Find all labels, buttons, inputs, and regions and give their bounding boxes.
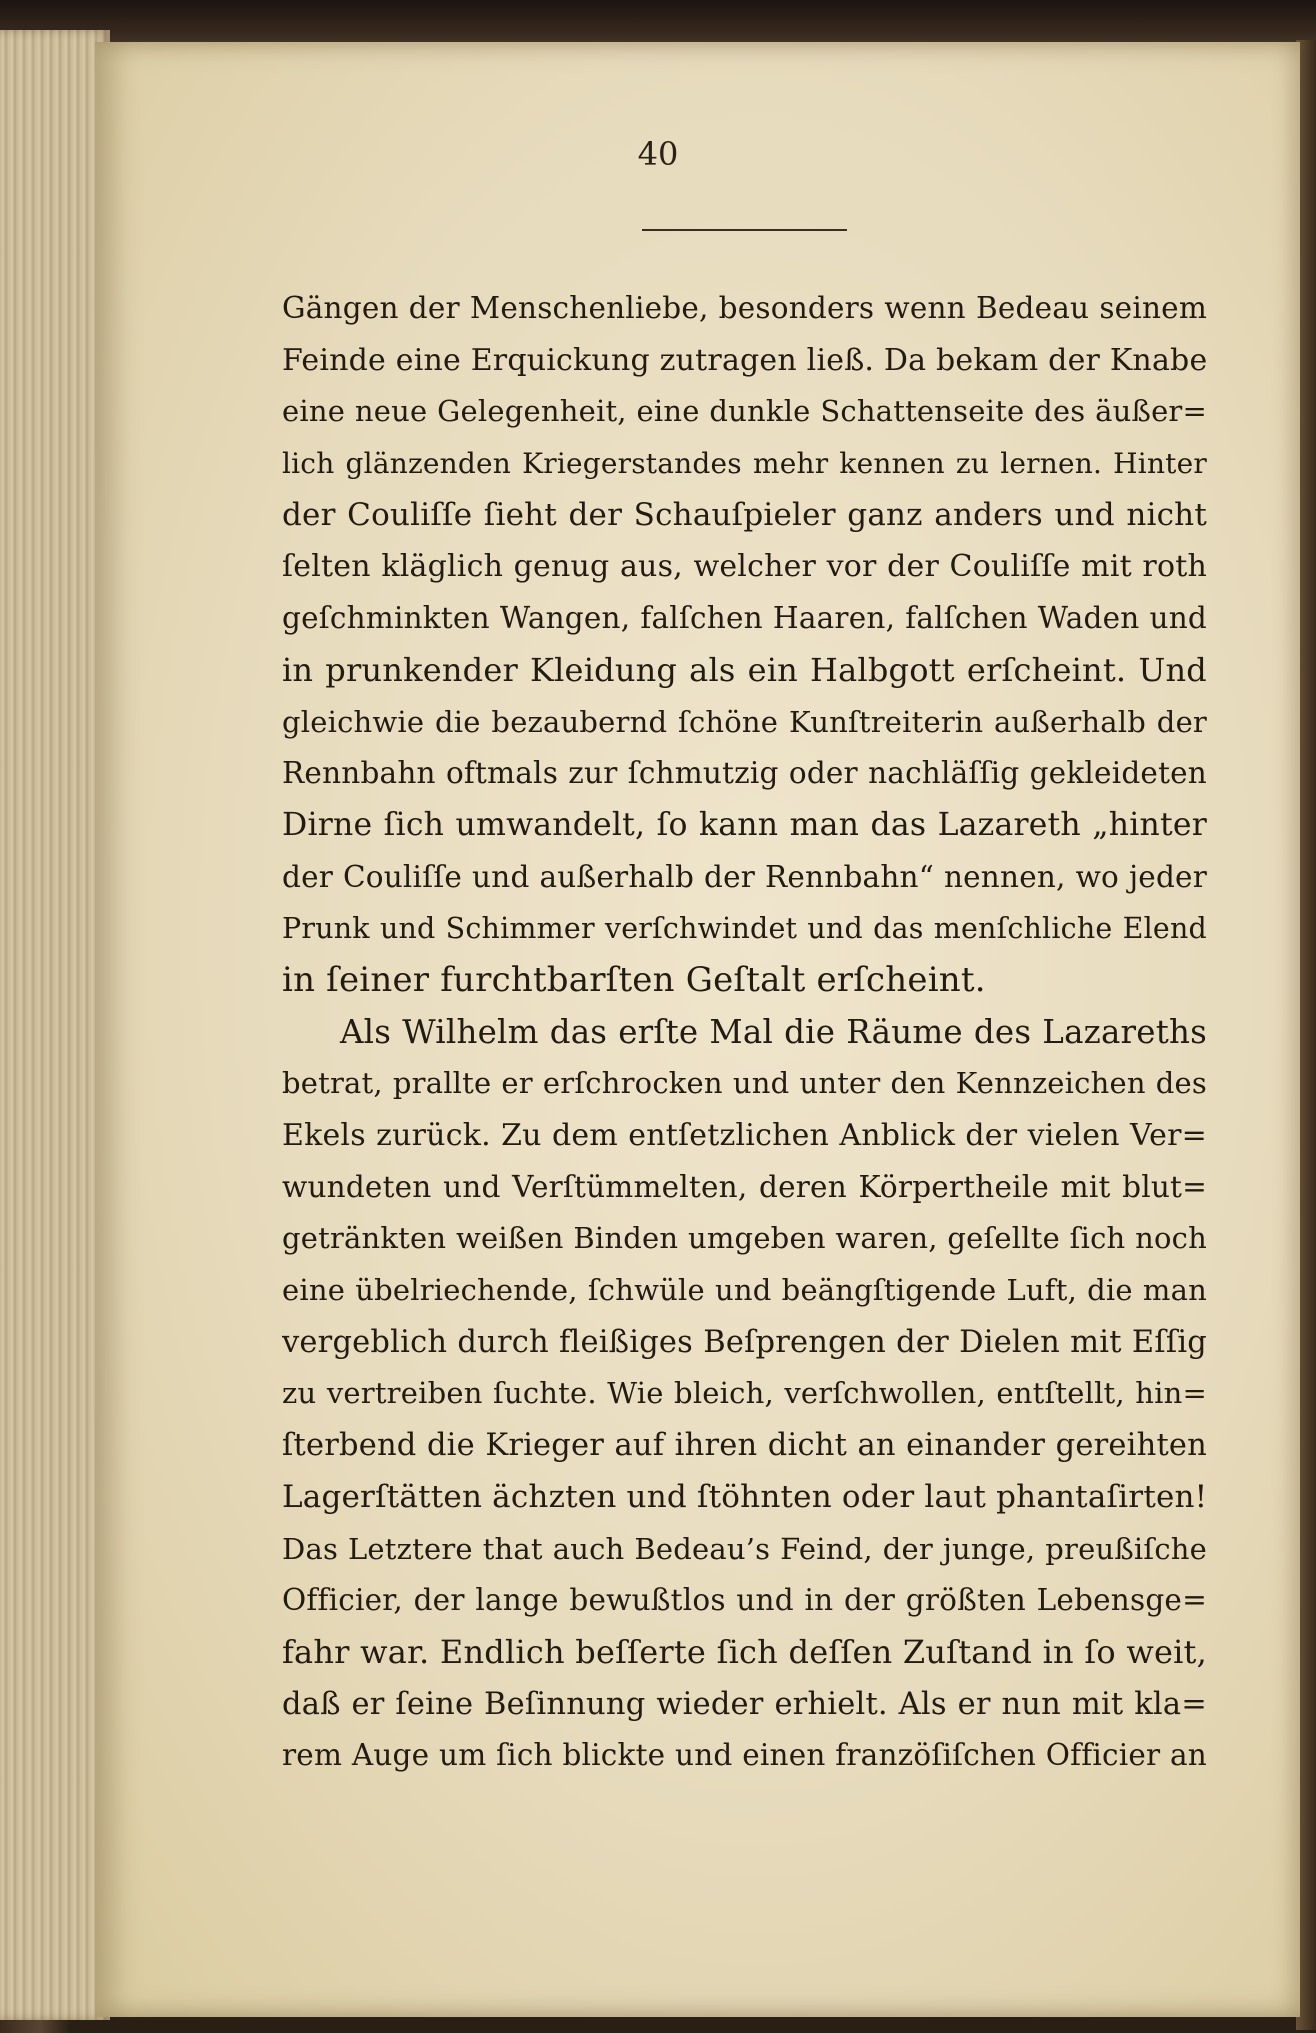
text-line: Das Letztere that auch Bedeau’s Feind, der junge, preußiſche [282,1531,1207,1566]
text-line: fahr war. Endlich beſſerte ſich deſſen Zuſtand in ſo weit, [282,1632,1207,1671]
body-text [282,283,1207,1782]
text-line: in ſeiner furchtbarſten Geſtalt erſcheint. [282,959,986,1000]
text-line: der Couliſſe und außerhalb der Rennbahn“ nennen, wo jeder [282,859,1207,894]
text-line: Als Wilhelm das erſte Mal die Räume des Lazareths [340,1012,1207,1051]
text-line: lich glänzenden Kriegerstandes mehr kennen zu lernen. Hinter [282,447,1207,481]
text-line: Prunk und Schimmer verſchwindet und das menſchliche Elend [282,912,1207,946]
text-line: vergeblich durch fleißiges Beſprengen der Dielen mit Eſſig [282,1324,1207,1360]
text-line: Gängen der Menschenliebe, besonders wenn Bedeau seinem [282,291,1207,325]
text-line: betrat, prallte er erſchrocken und unter den Kennzeichen des [282,1066,1207,1101]
text-line: rem Auge um ſich blickte und einen franzöſiſchen Officier an [282,1738,1207,1773]
page-number: 40 [637,135,679,173]
text-line: Ekels zurück. Zu dem entſetzlichen Anblick der vielen Ver= [282,1118,1207,1153]
text-line: zu vertreiben ſuchte. Wie bleich, verſchwollen, entſtellt, hin= [282,1376,1207,1411]
text-line: ſterbend die Krieger auf ihren dicht an einander gereihten [282,1428,1207,1464]
text-line: daß er ſeine Beſinnung wieder erhielt. Als er nun mit kla= [282,1686,1207,1722]
text-line: Feinde eine Erquickung zutragen ließ. Da bekam der Knabe [282,342,1207,378]
text-line: Dirne ſich umwandelt, ſo kann man das Lazareth „hinter [282,806,1207,843]
text-line: ſelten kläglich genug aus, welcher vor der Couliſſe mit roth [282,549,1207,585]
text-line: in prunkender Kleidung als ein Halbgott erſcheint. Und [282,650,1207,689]
text-line: eine übelriechende, ſchwüle und beängſtigende Luft, die man [282,1273,1207,1308]
page-edges [0,30,110,2020]
text-line: getränkten weißen Binden umgeben waren, geſellte ſich noch [282,1221,1207,1256]
text-line: Rennbahn oftmals zur ſchmutzig oder nachläſſig gekleideten [282,756,1207,791]
text-line: gleichwie die bezaubernd ſchöne Kunſtreiterin außerhalb der [282,704,1207,739]
text-line: eine neue Gelegenheit, eine dunkle Schattenseite des äußer= [282,394,1207,429]
text-line: wundeten und Verſtümmelten, deren Körpertheile mit blut= [282,1169,1207,1204]
text-line: Officier, der lange bewußtlos und in der größten Lebensge= [282,1583,1207,1618]
text-line: Lagerſtätten ächzten und ſtöhnten oder laut phantaſirten! [282,1478,1207,1515]
page-number-rule [642,229,847,231]
text-line: geſchminkten Wangen, falſchen Haaren, falſchen Waden und [282,601,1207,636]
text-line: der Couliſſe ſieht der Schauſpieler ganz anders und nicht [282,496,1207,533]
